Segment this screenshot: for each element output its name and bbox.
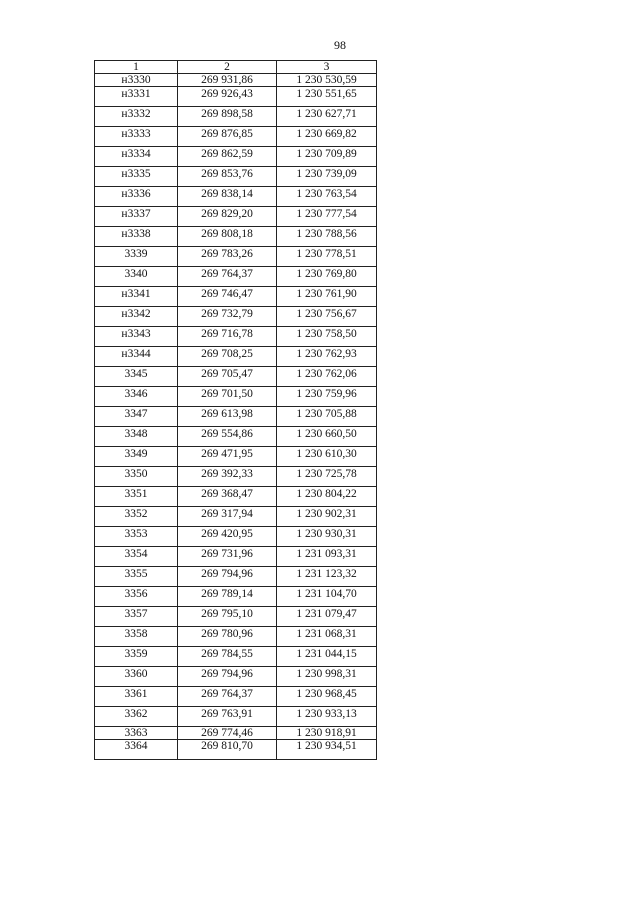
point-id-cell: 3347	[95, 407, 178, 427]
y-coordinate-cell: 1 230 968,45	[277, 687, 377, 707]
point-id-cell: 3346	[95, 387, 178, 407]
y-coordinate-cell: 1 230 758,50	[277, 327, 377, 347]
x-coordinate-cell: 269 613,98	[178, 407, 277, 427]
y-coordinate-cell: 1 230 933,13	[277, 707, 377, 727]
x-coordinate-cell: 269 810,70	[178, 740, 277, 760]
y-coordinate-cell: 1 230 763,54	[277, 187, 377, 207]
point-id-cell: н3333	[95, 127, 178, 147]
table-row	[95, 407, 377, 427]
table-row	[95, 487, 377, 507]
x-coordinate-cell: 269 705,47	[178, 367, 277, 387]
point-id-cell: 3358	[95, 627, 178, 647]
point-id-cell: 3340	[95, 267, 178, 287]
y-coordinate-cell: 1 230 610,30	[277, 447, 377, 467]
x-coordinate-cell: 269 764,37	[178, 267, 277, 287]
x-coordinate-cell: 269 795,10	[178, 607, 277, 627]
table-body	[95, 74, 377, 760]
point-id-cell: 3361	[95, 687, 178, 707]
x-coordinate-cell: 269 853,76	[178, 167, 277, 187]
x-coordinate-cell: 269 554,86	[178, 427, 277, 447]
table-row	[95, 527, 377, 547]
table-row	[95, 147, 377, 167]
y-coordinate-cell: 1 231 079,47	[277, 607, 377, 627]
y-coordinate-cell: 1 230 788,56	[277, 227, 377, 247]
table-row	[95, 740, 377, 760]
y-coordinate-cell: 1 230 759,96	[277, 387, 377, 407]
table-row	[95, 167, 377, 187]
x-coordinate-cell: 269 789,14	[178, 587, 277, 607]
point-id-cell: 3359	[95, 647, 178, 667]
table-row	[95, 207, 377, 227]
table-row	[95, 467, 377, 487]
x-coordinate-cell: 269 876,85	[178, 127, 277, 147]
table-row	[95, 307, 377, 327]
point-id-cell: н3342	[95, 307, 178, 327]
table-row	[95, 687, 377, 707]
table-row	[95, 427, 377, 447]
y-coordinate-cell: 1 230 762,06	[277, 367, 377, 387]
point-id-cell: н3341	[95, 287, 178, 307]
point-id-cell: 3364	[95, 740, 178, 760]
y-coordinate-cell: 1 230 762,93	[277, 347, 377, 367]
point-id-cell: н3336	[95, 187, 178, 207]
y-coordinate-cell: 1 230 551,65	[277, 87, 377, 107]
table-header	[95, 61, 377, 74]
y-coordinate-cell: 1 230 804,22	[277, 487, 377, 507]
y-coordinate-cell: 1 231 044,15	[277, 647, 377, 667]
x-coordinate-cell: 269 794,96	[178, 667, 277, 687]
table-row	[95, 587, 377, 607]
x-coordinate-cell: 269 783,26	[178, 247, 277, 267]
point-id-cell: н3332	[95, 107, 178, 127]
y-coordinate-cell: 1 230 761,90	[277, 287, 377, 307]
point-id-cell: 3353	[95, 527, 178, 547]
point-id-cell: 3363	[95, 727, 178, 740]
y-coordinate-cell: 1 230 660,50	[277, 427, 377, 447]
table-row	[95, 607, 377, 627]
y-coordinate-cell: 1 231 068,31	[277, 627, 377, 647]
y-coordinate-cell: 1 231 093,31	[277, 547, 377, 567]
point-id-cell: 3362	[95, 707, 178, 727]
point-id-cell: н3337	[95, 207, 178, 227]
table-row	[95, 647, 377, 667]
x-coordinate-cell: 269 420,95	[178, 527, 277, 547]
coordinates-table	[94, 60, 377, 760]
x-coordinate-cell: 269 746,47	[178, 287, 277, 307]
table-row	[95, 707, 377, 727]
x-coordinate-cell: 269 862,59	[178, 147, 277, 167]
x-coordinate-cell: 269 784,55	[178, 647, 277, 667]
table-row	[95, 667, 377, 687]
x-coordinate-cell: 269 368,47	[178, 487, 277, 507]
point-id-cell: 3355	[95, 567, 178, 587]
table-row	[95, 327, 377, 347]
table-row	[95, 187, 377, 207]
point-id-cell: н3344	[95, 347, 178, 367]
table-row	[95, 227, 377, 247]
x-coordinate-cell: 269 926,43	[178, 87, 277, 107]
point-id-cell: 3351	[95, 487, 178, 507]
point-id-cell: 3352	[95, 507, 178, 527]
header-col-3: 3	[277, 61, 377, 74]
table-row	[95, 447, 377, 467]
table-row	[95, 74, 377, 87]
table-row	[95, 627, 377, 647]
x-coordinate-cell: 269 764,37	[178, 687, 277, 707]
y-coordinate-cell: 1 230 769,80	[277, 267, 377, 287]
y-coordinate-cell: 1 230 934,51	[277, 740, 377, 760]
point-id-cell: 3354	[95, 547, 178, 567]
x-coordinate-cell: 269 392,33	[178, 467, 277, 487]
y-coordinate-cell: 1 230 756,67	[277, 307, 377, 327]
point-id-cell: н3330	[95, 74, 178, 87]
point-id-cell: 3339	[95, 247, 178, 267]
table-row	[95, 347, 377, 367]
table-row	[95, 247, 377, 267]
y-coordinate-cell: 1 231 104,70	[277, 587, 377, 607]
point-id-cell: н3331	[95, 87, 178, 107]
x-coordinate-cell: 269 794,96	[178, 567, 277, 587]
table-row	[95, 387, 377, 407]
header-row	[95, 61, 377, 74]
point-id-cell: 3345	[95, 367, 178, 387]
point-id-cell: 3348	[95, 427, 178, 447]
x-coordinate-cell: 269 838,14	[178, 187, 277, 207]
x-coordinate-cell: 269 763,91	[178, 707, 277, 727]
table-row	[95, 107, 377, 127]
y-coordinate-cell: 1 230 739,09	[277, 167, 377, 187]
table-row	[95, 267, 377, 287]
point-id-cell: н3334	[95, 147, 178, 167]
table-row	[95, 367, 377, 387]
table-row	[95, 507, 377, 527]
x-coordinate-cell: 269 774,46	[178, 727, 277, 740]
point-id-cell: 3349	[95, 447, 178, 467]
y-coordinate-cell: 1 230 918,91	[277, 727, 377, 740]
point-id-cell: 3356	[95, 587, 178, 607]
y-coordinate-cell: 1 230 930,31	[277, 527, 377, 547]
x-coordinate-cell: 269 829,20	[178, 207, 277, 227]
y-coordinate-cell: 1 230 530,59	[277, 74, 377, 87]
x-coordinate-cell: 269 317,94	[178, 507, 277, 527]
y-coordinate-cell: 1 230 669,82	[277, 127, 377, 147]
x-coordinate-cell: 269 931,86	[178, 74, 277, 87]
header-col-2: 2	[178, 61, 277, 74]
table-row	[95, 567, 377, 587]
y-coordinate-cell: 1 230 627,71	[277, 107, 377, 127]
table-row	[95, 87, 377, 107]
point-id-cell: 3350	[95, 467, 178, 487]
y-coordinate-cell: 1 230 902,31	[277, 507, 377, 527]
x-coordinate-cell: 269 780,96	[178, 627, 277, 647]
point-id-cell: 3360	[95, 667, 178, 687]
y-coordinate-cell: 1 230 777,54	[277, 207, 377, 227]
page-number: 98	[334, 38, 346, 52]
x-coordinate-cell: 269 898,58	[178, 107, 277, 127]
table-row	[95, 127, 377, 147]
y-coordinate-cell: 1 230 709,89	[277, 147, 377, 167]
x-coordinate-cell: 269 708,25	[178, 347, 277, 367]
y-coordinate-cell: 1 230 778,51	[277, 247, 377, 267]
point-id-cell: н3335	[95, 167, 178, 187]
y-coordinate-cell: 1 230 998,31	[277, 667, 377, 687]
x-coordinate-cell: 269 716,78	[178, 327, 277, 347]
y-coordinate-cell: 1 230 705,88	[277, 407, 377, 427]
header-col-1: 1	[95, 61, 178, 74]
y-coordinate-cell: 1 231 123,32	[277, 567, 377, 587]
x-coordinate-cell: 269 471,95	[178, 447, 277, 467]
point-id-cell: 3357	[95, 607, 178, 627]
point-id-cell: н3338	[95, 227, 178, 247]
x-coordinate-cell: 269 808,18	[178, 227, 277, 247]
table-row	[95, 547, 377, 567]
y-coordinate-cell: 1 230 725,78	[277, 467, 377, 487]
table-row	[95, 727, 377, 740]
x-coordinate-cell: 269 732,79	[178, 307, 277, 327]
point-id-cell: н3343	[95, 327, 178, 347]
table-row	[95, 287, 377, 307]
x-coordinate-cell: 269 731,96	[178, 547, 277, 567]
x-coordinate-cell: 269 701,50	[178, 387, 277, 407]
